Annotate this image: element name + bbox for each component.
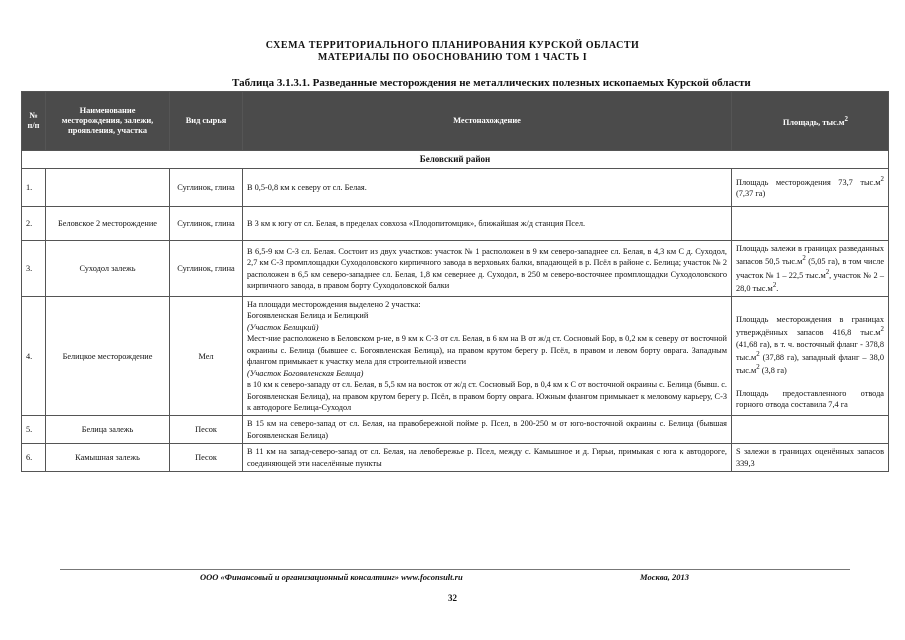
row-type: Суглинок, глина: [170, 241, 243, 297]
deposits-table: [21, 91, 889, 472]
table-row: [22, 207, 889, 241]
table-row: [22, 416, 889, 444]
row-name: Белица залежь: [46, 416, 170, 444]
table-caption: Таблица 3.1.3.1. Разведанные месторождения не металлических полезных ископаемых Курской области: [232, 77, 751, 89]
row-type: Суглинок, глина: [170, 169, 243, 207]
row-type: Песок: [170, 416, 243, 444]
row-area: Площадь залежи в границах разведанных запасов 50,5 $тыс.м^2$ (5,05 га), в том числе участок № 1 – 22,5 $тыс.м^2$, участок № 2 – 28,0 $тыс.м^2$.: [732, 241, 889, 297]
table-row: [22, 297, 889, 416]
row-location: В 6,5-9 км С-З сл. Белая. Состоит из двух участков: участок № 1 расположен в 9 км северо-западнее сл. Белая, в 4,3 км С д. Суходол, 2,7 км С-З промплощадки Суходоловского кирпичного завода в верховьях балки, впадающей в р. Псёл в районе с. Белица; участок № 2 расположен в 6,5 км северо-западнее сл. Белая, 1,8 км севернее д. Суходол, в 250 м северо-восточнее промплощадки Суходоловского кирпичного завода, в правом борту Суходоловской балки: [243, 241, 732, 297]
row-location: В 11 км на запад-северо-запад от сл. Белая, на левобережье р. Псел, между с. Камышное и д. Гирьи, примыкая с юга к автодороге, соединяющей эти населённые пункты: [243, 444, 732, 472]
row-name: Камышная залежь: [46, 444, 170, 472]
row-name: Белицкое месторождение: [46, 297, 170, 416]
row-num: 6.: [22, 444, 46, 472]
row-num: 5.: [22, 416, 46, 444]
col-header-num: № п/п: [22, 92, 46, 151]
row-type: Песок: [170, 444, 243, 472]
row-location: В 15 км на северо-запад от сл. Белая, на правобережной пойме р. Псел, в 200-250 м от юго-восточной окраины с. Белица (бывшая Богоявленская Белица): [243, 416, 732, 444]
row-location: В 0,5-0,8 км к северу от сл. Белая.: [243, 169, 732, 207]
row-location: В 3 км к югу от сл. Белая, в пределах совхоза «Плодопитомцик», ближайшая ж/д станция Псел.: [243, 207, 732, 241]
row-type: Мел: [170, 297, 243, 416]
col-header-type: Вид сырья: [170, 92, 243, 151]
row-num: 2.: [22, 207, 46, 241]
table-row: [22, 169, 889, 207]
table-row: [22, 241, 889, 297]
row-type: Суглинок, глина: [170, 207, 243, 241]
row-name: Суходол залежь: [46, 241, 170, 297]
row-location: [243, 297, 732, 416]
location-intro: На площади месторождения выделено 2 участка:: [247, 300, 421, 310]
col-header-name: Наименование месторождения, залежи, проявления, участка: [46, 92, 170, 151]
footer-city-year: Москва, 2013: [640, 572, 690, 582]
document-header-title: СХЕМА ТЕРРИТОРИАЛЬНОГО ПЛАНИРОВАНИЯ КУРСКОЙ ОБЛАСТИ: [265, 40, 640, 51]
table-header-row: [22, 92, 889, 151]
footer-divider: [60, 569, 850, 570]
row-area: [732, 207, 889, 241]
footer-company: ООО «Финансовый и организационный консалтинг» www.foconsult.ru: [200, 572, 463, 582]
document-header-subtitle: МАТЕРИАЛЫ ПО ОБОСНОВАНИЮ ТОМ 1 ЧАСТЬ I: [317, 52, 588, 63]
row-area: [732, 416, 889, 444]
location-text: в 10 км к северо-западу от сл. Белая, в 5,5 км на восток от ж/д ст. Сосновый Бор, в 0,4 км к С от восточной окраины с. Белица (бывш. с. Богоявленская Белица), на правом крутом берегу р. Псёл, в правом борту оврага. Южным флангом примыкает к меловому карьеру, С-З к автодороге Белица-Суходол: [247, 380, 727, 412]
col-header-area: Площадь, $тыс.м^2$: [732, 92, 889, 151]
location-subsites: Богоявленская Белица и Белицкий: [247, 311, 369, 321]
page-number: 32: [448, 593, 457, 603]
location-text: Мест-ние расположено в Беловском р-не, в 9 км к С-З от сл. Белая, в 6 км на В от ж/д ст. Сосновый Бор, в 0,2 км к северу от восточной окраины с. Белица (бывшее с. Богоявленская Белица), на правом крутом берегу р. Псёл, в правом и левом борту оврага. Западным флангом примыкает к участку мела для строительной извести: [247, 334, 727, 367]
row-num: 4.: [22, 297, 46, 416]
location-subheading: (Участок Богоявленская Белица): [247, 368, 364, 378]
area-text: Площадь месторождения в границах утверждённых запасов 416,8 $тыс.м^2$ (41,68 га), в т. ч. восточный фланг - 378,8 $тыс.м^2$ (37,88 га), западный фланг – 38,0 $тыс.м^2$ (3,8 га): [736, 315, 884, 376]
area-text-secondary: Площадь предоставленного отвода горного отвода составила 7,4 га: [736, 388, 884, 409]
row-area: S залежи в границах оценённых запасов 339,3: [732, 444, 889, 472]
row-area: [732, 297, 889, 416]
row-name: [46, 169, 170, 207]
col-header-location: Местонахождение: [243, 92, 732, 151]
section-title: Беловский район: [22, 151, 889, 169]
row-num: 3.: [22, 241, 46, 297]
table-row: [22, 444, 889, 472]
section-row: [22, 151, 889, 169]
location-subheading: (Участок Белицкий): [247, 322, 319, 332]
row-name: Беловское 2 месторождение: [46, 207, 170, 241]
row-num: 1.: [22, 169, 46, 207]
row-area: Площадь месторождения 73,7 $тыс.м^2$ (7,37 га): [732, 169, 889, 207]
